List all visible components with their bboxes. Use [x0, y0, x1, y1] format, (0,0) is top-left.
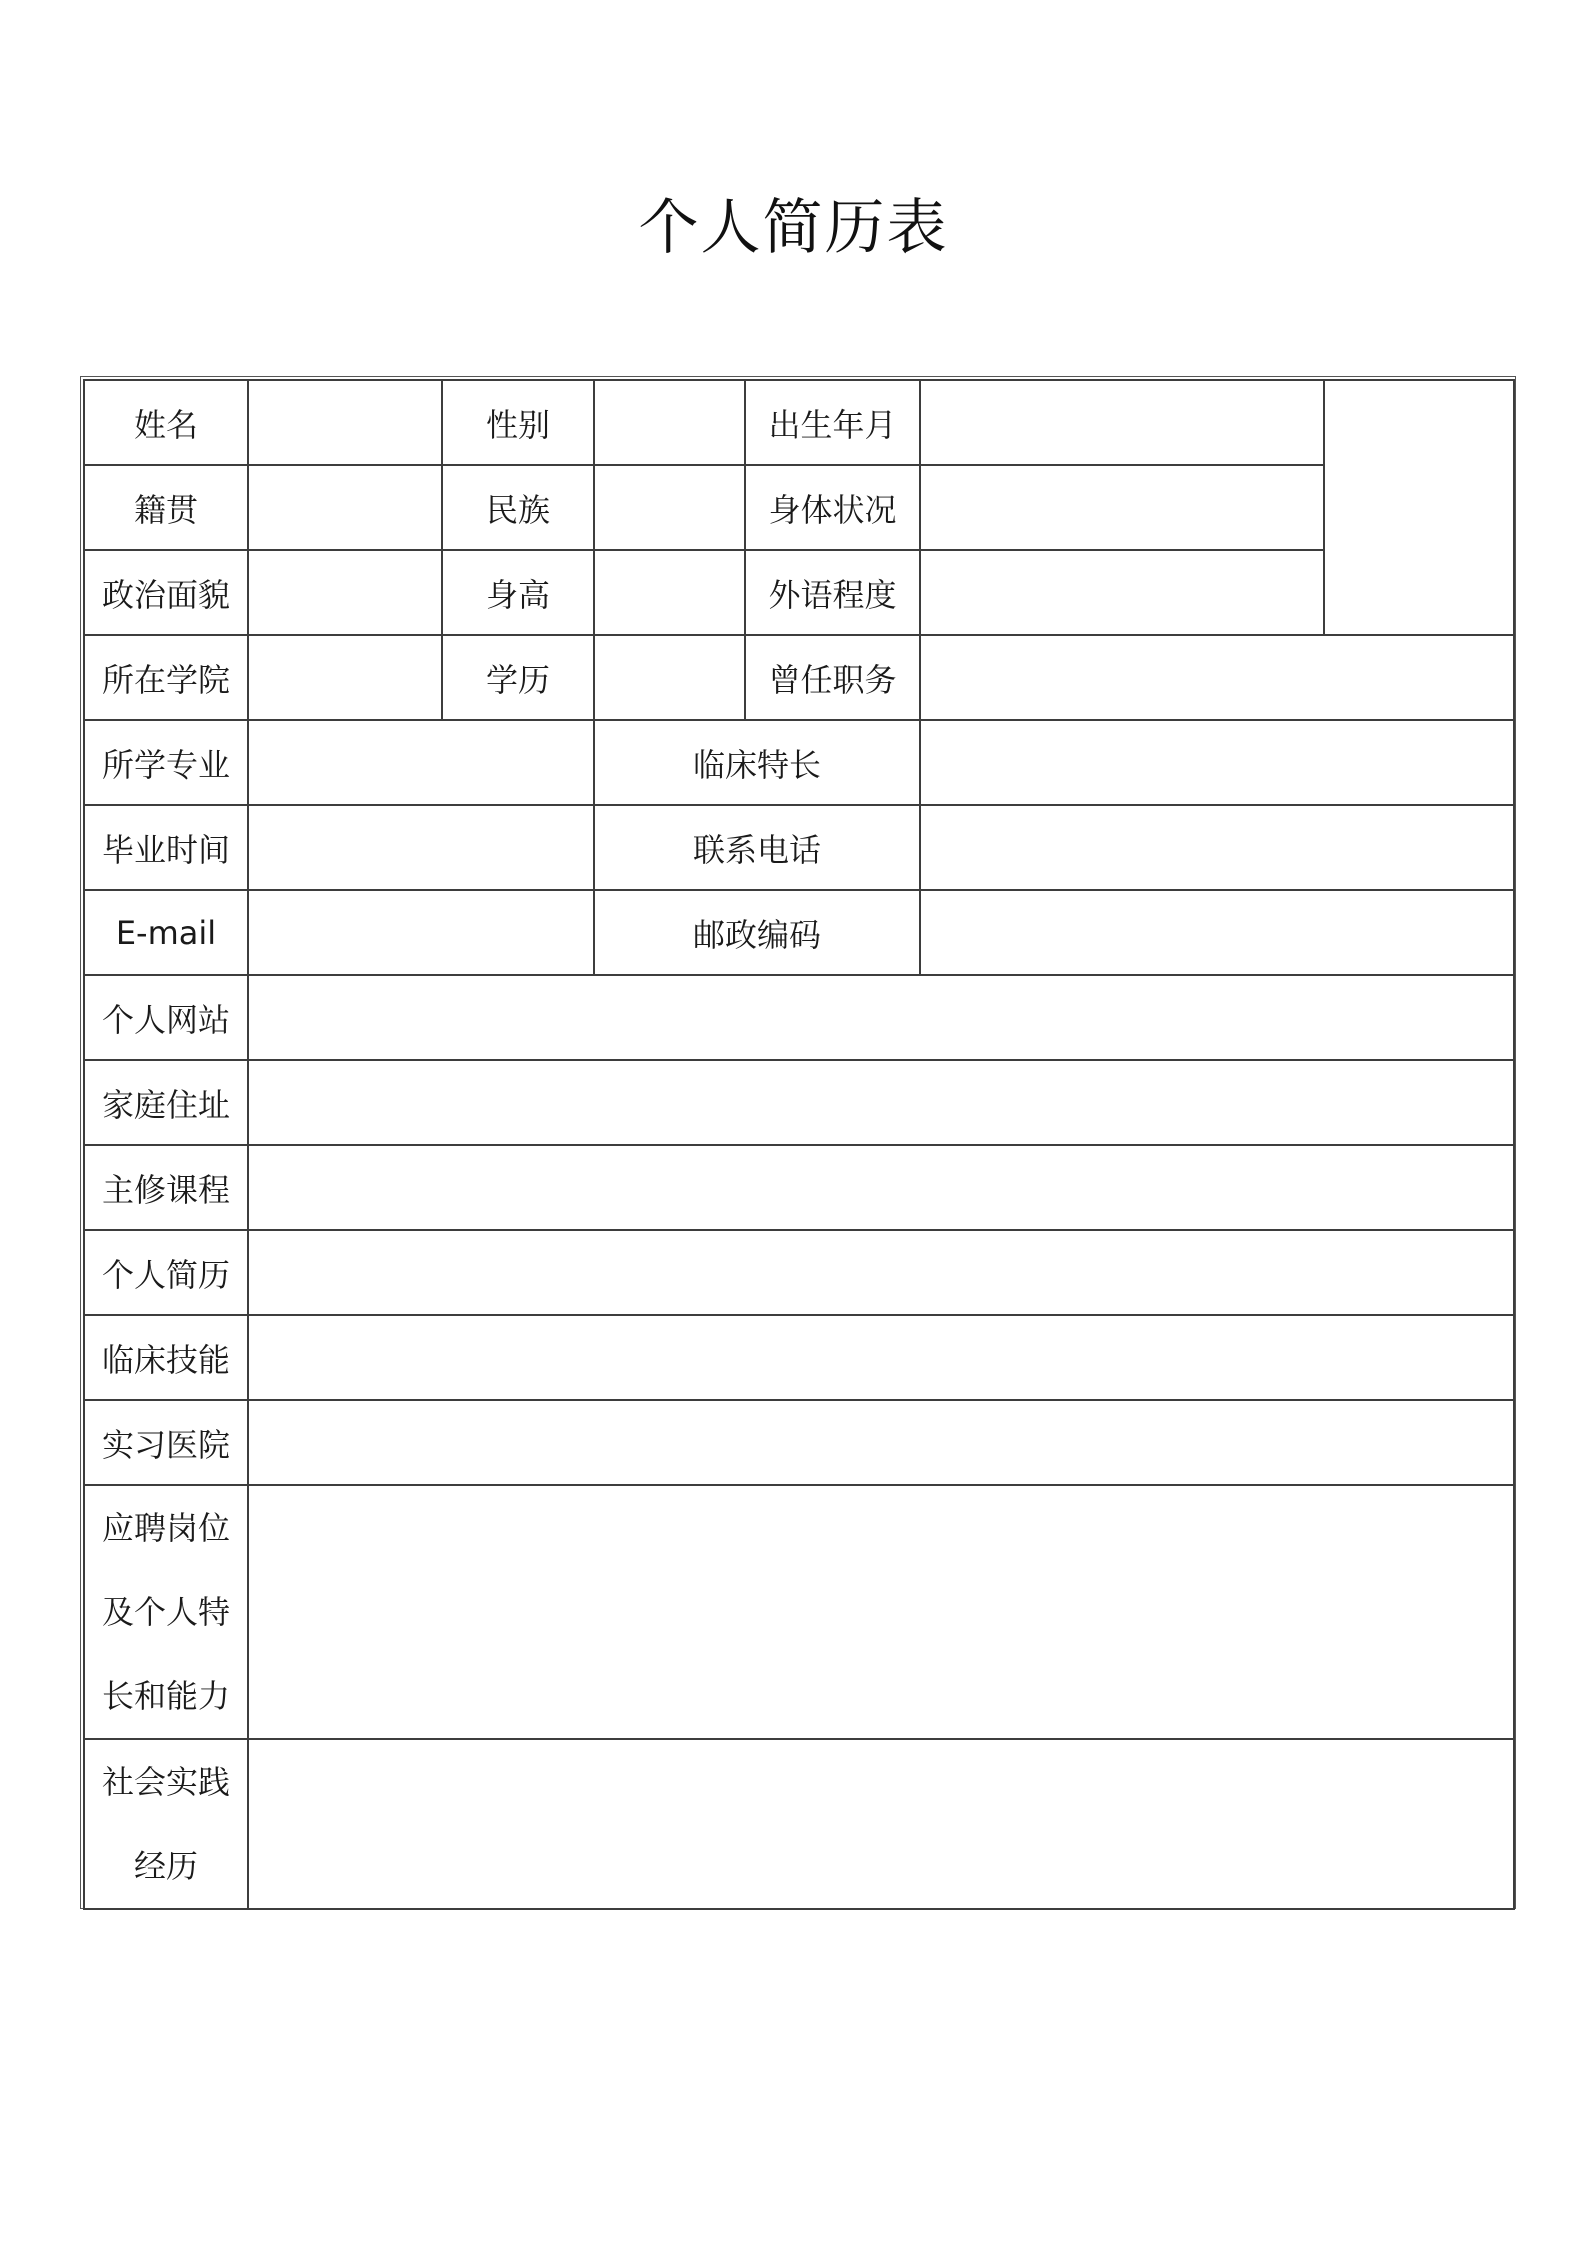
label-social-practice [84, 1739, 248, 1909]
label-email: E-mail [84, 890, 248, 975]
table-row [84, 890, 1514, 975]
label-ethnicity: 民族 [442, 465, 594, 550]
table-row [84, 720, 1514, 805]
college-field[interactable] [248, 635, 442, 720]
resume-table [83, 379, 1515, 1910]
table-row [84, 1315, 1514, 1400]
phone-field[interactable] [920, 805, 1514, 890]
table-row [84, 805, 1514, 890]
position-abilities-field[interactable] [248, 1485, 1514, 1739]
birth-field[interactable] [920, 380, 1324, 465]
label-address: 家庭住址 [84, 1060, 248, 1145]
label-health: 身体状况 [745, 465, 920, 550]
label-profile: 个人简历 [84, 1230, 248, 1315]
label-social-line-1: 社会实践 [101, 1763, 230, 1801]
label-position-line-1: 应聘岗位 [101, 1509, 230, 1547]
label-courses: 主修课程 [84, 1145, 248, 1230]
former-position-field[interactable] [920, 635, 1514, 720]
label-political-status: 政治面貌 [84, 550, 248, 635]
graduation-time-field[interactable] [248, 805, 594, 890]
label-social-line-2: 经历 [133, 1847, 198, 1885]
table-row [84, 1485, 1514, 1739]
gender-field[interactable] [594, 380, 745, 465]
label-gender: 性别 [442, 380, 594, 465]
label-clinical-specialty: 临床特长 [594, 720, 920, 805]
table-row [84, 550, 1514, 635]
website-field[interactable] [248, 975, 1514, 1060]
label-college: 所在学院 [84, 635, 248, 720]
label-position-line-3: 长和能力 [101, 1677, 230, 1715]
education-field[interactable] [594, 635, 745, 720]
label-height: 身高 [442, 550, 594, 635]
name-field[interactable] [248, 380, 442, 465]
label-former-position: 曾任职务 [745, 635, 920, 720]
table-row [84, 1739, 1514, 1909]
photo-cell[interactable] [1324, 380, 1514, 635]
profile-field[interactable] [248, 1230, 1514, 1315]
table-row [84, 380, 1514, 465]
label-position-line-2: 及个人特 [101, 1593, 230, 1631]
label-name: 姓名 [84, 380, 248, 465]
ethnicity-field[interactable] [594, 465, 745, 550]
label-education: 学历 [442, 635, 594, 720]
postcode-field[interactable] [920, 890, 1514, 975]
social-practice-field[interactable] [248, 1739, 1514, 1909]
label-internship-hospital: 实习医院 [84, 1400, 248, 1485]
label-graduation-time: 毕业时间 [84, 805, 248, 890]
foreign-language-field[interactable] [920, 550, 1324, 635]
table-row [84, 1400, 1514, 1485]
label-position-abilities [84, 1485, 248, 1739]
email-field[interactable] [248, 890, 594, 975]
label-native-place: 籍贯 [84, 465, 248, 550]
label-foreign-language: 外语程度 [745, 550, 920, 635]
table-row [84, 1230, 1514, 1315]
health-field[interactable] [920, 465, 1324, 550]
courses-field[interactable] [248, 1145, 1514, 1230]
native-place-field[interactable] [248, 465, 442, 550]
clinical-specialty-field[interactable] [920, 720, 1514, 805]
height-field[interactable] [594, 550, 745, 635]
table-row [84, 1060, 1514, 1145]
internship-hospital-field[interactable] [248, 1400, 1514, 1485]
table-row [84, 635, 1514, 720]
label-phone: 联系电话 [594, 805, 920, 890]
table-row [84, 975, 1514, 1060]
label-birth: 出生年月 [745, 380, 920, 465]
label-clinical-skills: 临床技能 [84, 1315, 248, 1400]
address-field[interactable] [248, 1060, 1514, 1145]
major-field[interactable] [248, 720, 594, 805]
label-postcode: 邮政编码 [594, 890, 920, 975]
page-title: 个人简历表 [638, 193, 949, 263]
clinical-skills-field[interactable] [248, 1315, 1514, 1400]
label-major: 所学专业 [84, 720, 248, 805]
political-status-field[interactable] [248, 550, 442, 635]
table-row [84, 1145, 1514, 1230]
table-row [84, 465, 1514, 550]
label-website: 个人网站 [84, 975, 248, 1060]
